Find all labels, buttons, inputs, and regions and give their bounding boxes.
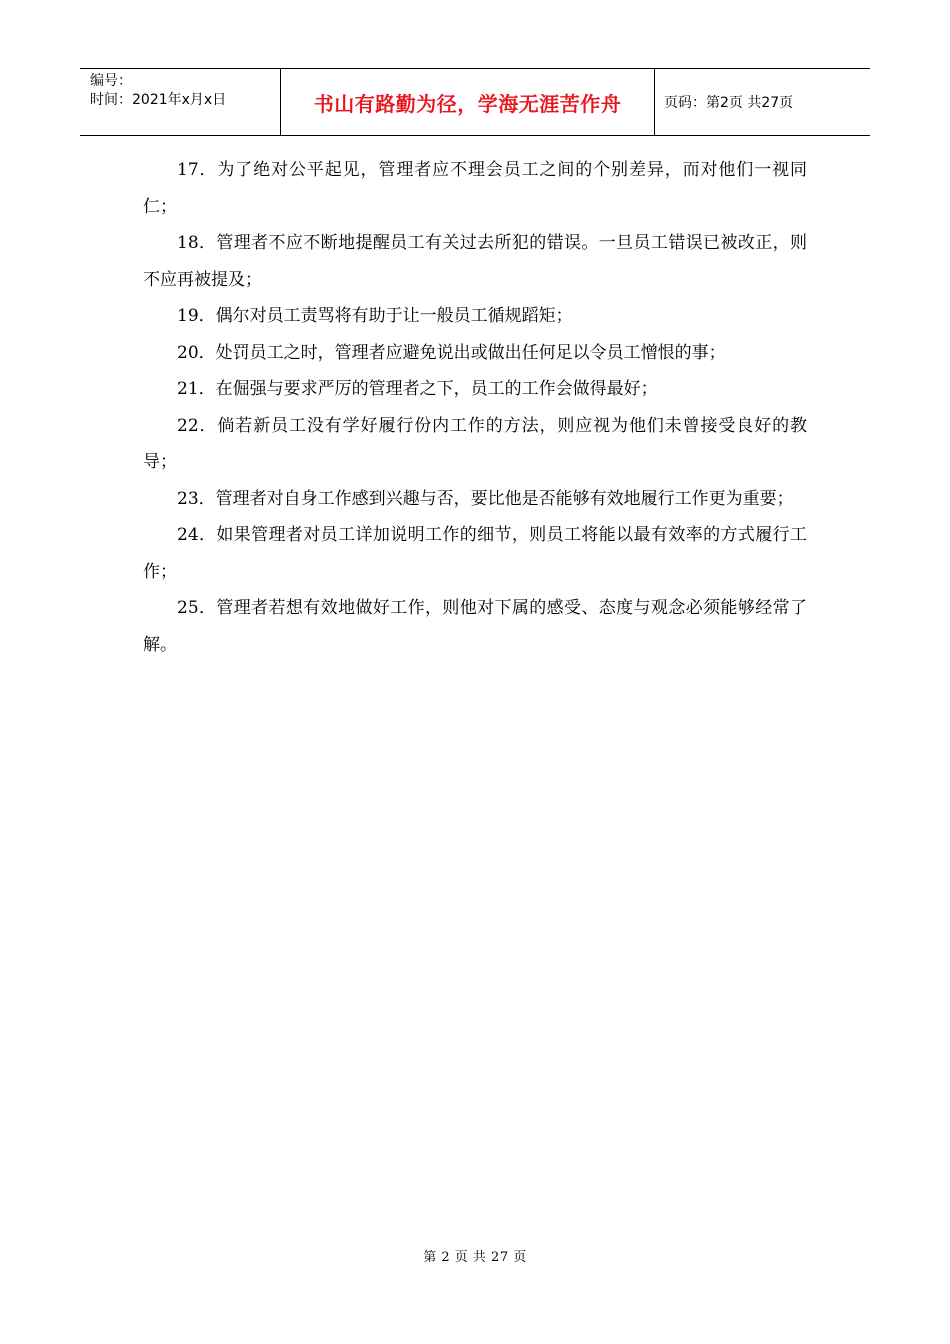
header-meta [80,69,281,135]
document-time-label: 时间：2021年x月x日 [90,92,227,108]
list-item: 24．如果管理者对员工详加说明工作的细节，则员工将能以最有效率的方式履行工作； [143,525,807,582]
list-item: 23．管理者对自身工作感到兴趣与否，要比他是否能够有效地履行工作更为重要； [177,488,794,509]
list-item: 19．偶尔对员工责骂将有助于让一般员工循规蹈矩； [177,306,573,326]
page-header [80,68,870,136]
list-item: 21．在倔强与要求严厉的管理者之下，员工的工作会做得最好； [177,379,658,399]
list-item: 17．为了绝对公平起见，管理者应不理会员工之间的个别差异，而对他们一视同仁； [143,160,807,217]
header-page-info: 页码：第2页 共27页 [664,95,794,111]
document-number-label: 编号： [90,73,132,89]
document-body [143,152,807,663]
header-motto: 书山有路勤为径，学海无涯苦作舟 [281,69,655,135]
list-item: 25．管理者若想有效地做好工作，则他对下属的感受、态度与观念必须能够经常了解。 [143,598,807,655]
list-item: 20．处罚员工之时，管理者应避免说出或做出任何足以令员工憎恨的事； [177,342,726,363]
list-item: 22．倘若新员工没有学好履行份内工作的方法，则应视为他们未曾接受良好的教导； [143,415,807,472]
list-item: 18．管理者不应不断地提醒员工有关过去所犯的错误。一旦员工错误已被改正，则不应再被提及； [143,233,807,290]
page-footer: 第 2 页 共 27 页 [423,1250,527,1265]
